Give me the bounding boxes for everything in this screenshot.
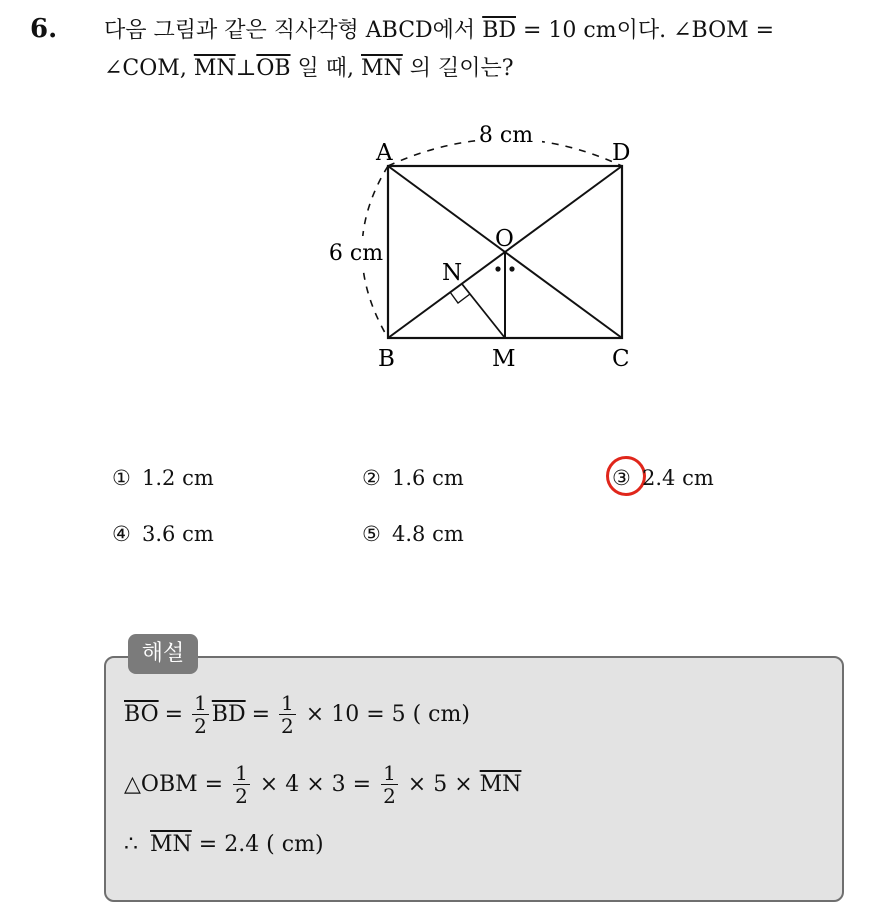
question-number: 6.: [30, 14, 58, 44]
rectangle-figure: [320, 118, 650, 380]
solution-line-2: △OBM = $\frac{1}{2}$ × 4 × 3 = $\frac{1}{2}$ × 5 × $\overline{MN}$: [124, 761, 522, 808]
solution-line-3: ∴ $\overline{MN}$ = 2.4 ( cm): [124, 832, 324, 857]
fraction: $\frac{1}{2}$: [194, 691, 207, 738]
segment-mn: $\overline{MN}$: [193, 56, 236, 81]
solution-line-1: $\overline{BO}$ = $\frac{1}{2}$ $\overline{BD}$ = $\frac{1}{2}$ × 10 = 5 ( cm): [124, 691, 470, 738]
label-n: N: [442, 260, 463, 286]
question-line-2: ∠COM, $\overline{MN}\perp\overline{OB}$ 일 때, $\overline{MN}$ 의 길이는?: [104, 56, 514, 81]
label-top-length: 8 cm: [478, 123, 534, 148]
angle-dot-left: [495, 266, 500, 271]
choice-1[interactable]: ① 1.2 cm: [112, 466, 214, 490]
choice-2[interactable]: ② 1.6 cm: [362, 466, 464, 490]
fraction: $\frac{1}{2}$: [383, 761, 396, 808]
angle-dot-right: [509, 266, 514, 271]
choice-3[interactable]: ③ 2.4 cm: [612, 466, 714, 490]
label-a: A: [376, 140, 393, 166]
question-line-1: 다음 그림과 같은 직사각형 ABCD에서 $\overline{BD} = 10$ cm이다. ∠BOM =: [104, 18, 775, 43]
label-c: C: [612, 346, 630, 372]
label-d: D: [612, 140, 631, 166]
choice-4[interactable]: ④ 3.6 cm: [112, 522, 214, 546]
segment-bd: $\overline{BD}$: [482, 18, 516, 43]
fraction: $\frac{1}{2}$: [281, 691, 294, 738]
choice-5[interactable]: ⑤ 4.8 cm: [362, 522, 464, 546]
segment-ob: $\overline{OB}$: [256, 56, 291, 81]
label-o: O: [495, 226, 514, 252]
fraction: $\frac{1}{2}$: [235, 761, 248, 808]
label-side-length: 6 cm: [328, 241, 384, 266]
label-b: B: [378, 346, 395, 372]
segment-mn: $\overline{MN}$: [361, 56, 403, 81]
solution-tag: 해설: [128, 634, 198, 674]
label-m: M: [492, 346, 516, 372]
